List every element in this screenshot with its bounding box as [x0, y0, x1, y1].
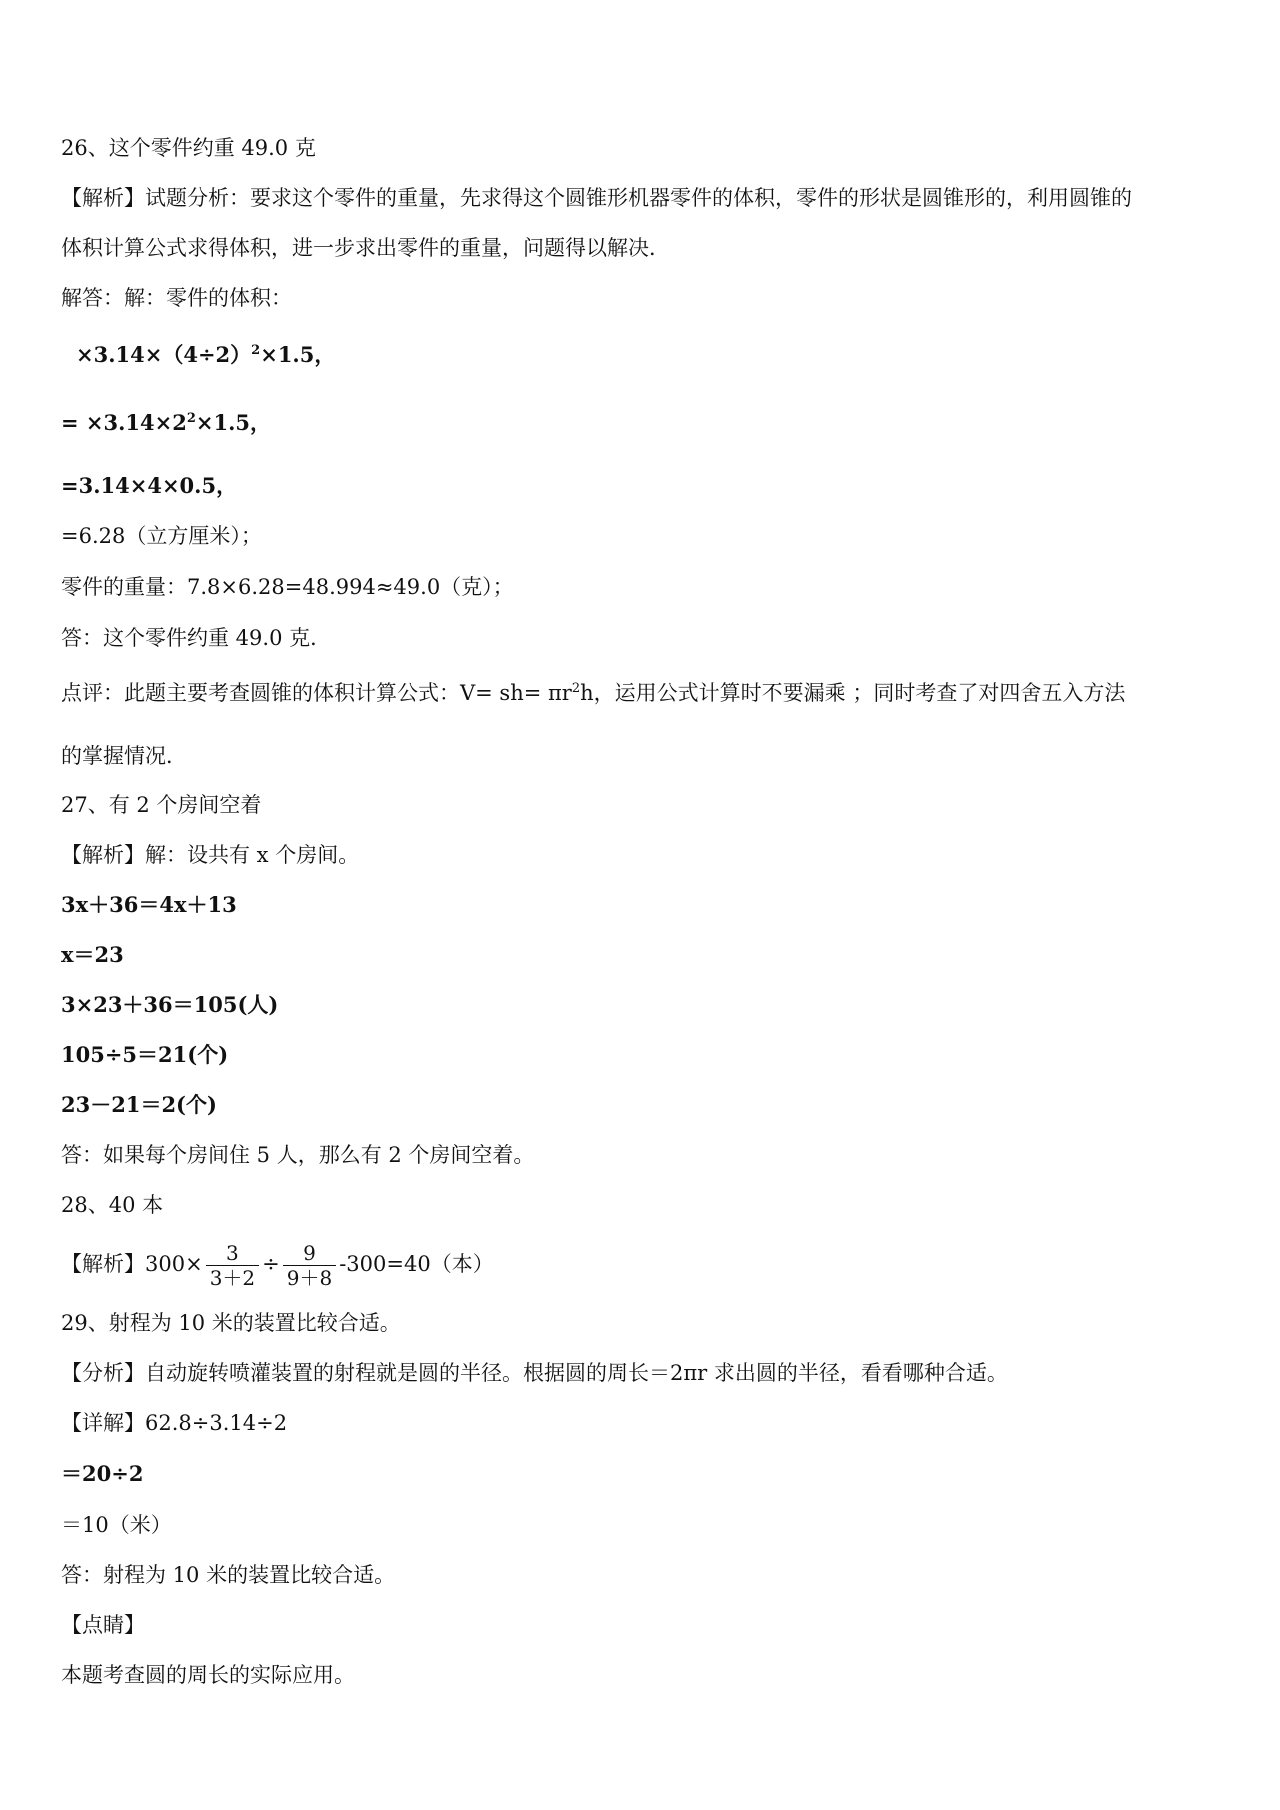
q26-step2-b: ×1.5，: [195, 410, 272, 435]
q26-solve-intro: 解答：解：零件的体积：: [61, 286, 292, 310]
q27-title: 27、有 2 个房间空着: [61, 793, 262, 817]
q26-step1: [76, 341, 1230, 369]
q29-analysis: 【分析】自动旋转喷灌装置的射程就是圆的半径。根据圆的周长＝2πr 求出圆的半径，看看哪种合适。: [61, 1361, 1008, 1385]
q29-step1: ＝20÷2: [61, 1461, 144, 1486]
q29-title: 29、射程为 10 米的装置比较合适。: [61, 1311, 401, 1335]
q29-comment-heading: 【点睛】: [61, 1613, 145, 1637]
q26-comment-1a: 点评：此题主要考查圆锥的体积计算公式：V= sh= πr: [61, 681, 572, 705]
q26-analysis-line1: 【解析】试题分析：要求这个零件的重量，先求得这个圆锥形机器零件的体积，零件的形状是圆锥形的，利用圆锥的: [61, 186, 1132, 210]
q26-step4: =6.28（立方厘米）；: [61, 524, 262, 548]
q27-eq2: x＝23: [61, 942, 124, 967]
q29-comment: 本题考查圆的周长的实际应用。: [61, 1663, 355, 1687]
q27-answer: 答：如果每个房间住 5 人，那么有 2 个房间空着。: [61, 1143, 535, 1167]
q26-comment-line2: 的掌握情况．: [61, 744, 187, 768]
q26-step2-a: = ×3.14×2: [61, 410, 187, 435]
q26-step2-sup: 2: [186, 411, 196, 426]
q28-frac2-numerator: 9: [283, 1241, 336, 1266]
q26-title: 26、这个零件约重 49.0 克: [61, 136, 316, 160]
q28-analysis-suffix: -300=40（本）: [339, 1252, 494, 1276]
q26-analysis-line2: 体积计算公式求得体积，进一步求出零件的重量，问题得以解决．: [61, 236, 670, 260]
q28-fraction-1: [206, 1241, 259, 1290]
q28-frac1-numerator: 3: [206, 1241, 259, 1266]
q26-comment-line1: [61, 679, 1230, 707]
q28-fraction-2: [283, 1241, 336, 1290]
q26-weight: 零件的重量：7.8×6.28=48.994≈49.0（克）；: [61, 575, 514, 599]
q28-frac2-denominator: 9＋8: [286, 1266, 333, 1290]
q26-step1-a: ×3.14×（4÷2）: [76, 342, 252, 367]
q29-answer: 答：射程为 10 米的装置比较合适。: [61, 1563, 396, 1587]
q27-eq3: 3×23＋36＝105(人): [61, 992, 279, 1017]
q26-step3: =3.14×4×0.5，: [61, 473, 238, 498]
q27-eq1: 3x＋36＝4x＋13: [61, 892, 237, 917]
q27-eq5: 23－21＝2(个): [61, 1092, 217, 1117]
q26-step1-b: ×1.5，: [260, 342, 336, 367]
q26-comment-sup: 2: [571, 681, 581, 696]
q28-analysis: [61, 1234, 1230, 1294]
q28-divide-sign: ÷: [262, 1252, 280, 1276]
q28-title: 28、40 本: [61, 1193, 164, 1217]
q27-analysis: 【解析】解：设共有 x 个房间。: [61, 843, 360, 867]
q26-step1-sup: 2: [251, 343, 261, 358]
q29-detail: 【详解】62.8÷3.14÷2: [61, 1411, 288, 1435]
q26-answer: 答：这个零件约重 49.0 克．: [61, 626, 332, 650]
q29-step2: ＝10（米）: [61, 1513, 172, 1537]
q26-comment-1b: h，运用公式计算时不要漏乘 ；同时考查了对四舍五入方法: [580, 681, 1126, 705]
q26-step2: [61, 409, 1230, 437]
q27-eq4: 105÷5＝21(个): [61, 1042, 229, 1067]
q28-analysis-prefix: 【解析】300×: [61, 1252, 203, 1276]
q28-frac1-denominator: 3＋2: [209, 1266, 256, 1290]
